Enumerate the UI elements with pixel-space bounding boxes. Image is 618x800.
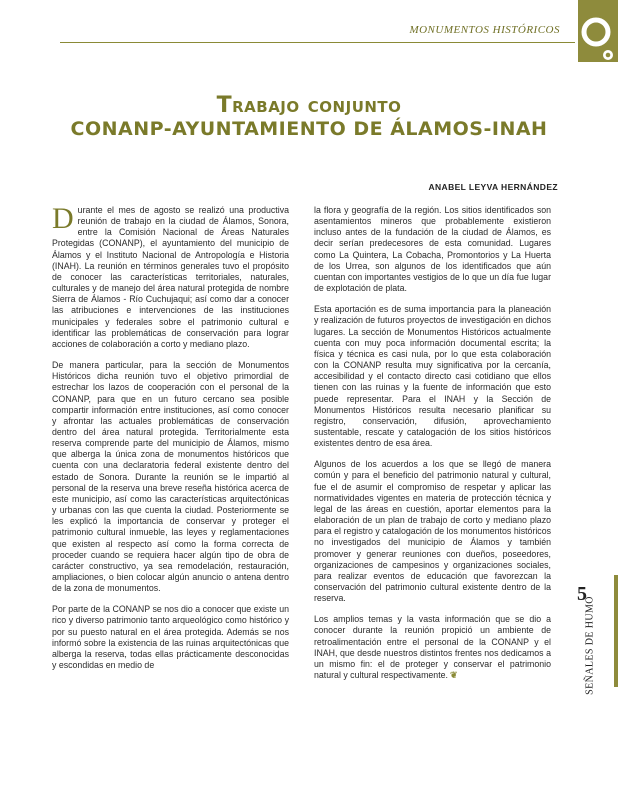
right-column [314, 205, 551, 691]
paragraph-text: Los amplios temas y la vasta información que se dio a conocer durante la reunión propició un ambiente de retroalimentación entre el personal de la CONANP y el INAH, que desde nuestros distintos frentes nos dedicamos a un mismo fin: el de proteger y conservar el patrimonio natural y cultural respectivamente. [314, 614, 551, 681]
running-title: SEÑALES DE HUMO [584, 596, 596, 695]
circle-dot-logo-icon [570, 0, 618, 70]
leaf-end-icon: ❦ [449, 670, 458, 681]
paragraph: De manera particular, para la sección de Monumentos Históricos dicha reunión tuvo el objetivo primordial de estrechar los lazos de cooperación con el personal de la CONANP, para que en un futuro cercano sea posible compartir información entre instituciones, así como conocer y afrontar las actuales problemáticas de conservación dentro del área natural protegida. Territorialmente esta reserva comprende parte del municipio de Álamos, mismo que alberga la única zona de monumentos históricos que cuenta con una declaratoria federal existente dentro del estado de Sonora. Durante la reunión se le impartió al personal de la reserva una breve reseña histórica acerca de este municipio, así como las características arquitectónicas y urbanas con las que cuenta la ciudad. Posteriormente se les explicó la importancia de conservar y proteger el patrimonio cultural inmueble, las leyes y reglamentaciones que existen al respecto así como la forma correcta de proceder cuando se requiera hacer algún tipo de obra de carácter constructivo, ya sea remodelación, restauración, ampliaciones, o bien colocar algún anuncio o antena dentro de la zona de monumentos. [52, 360, 289, 594]
title-line-1: Trabajo conjunto [216, 93, 402, 118]
paragraph: Esta aportación es de suma importancia para la planeación y realización de futuros proyectos de investigación en dichos lugares. La sección de Monumentos Históricos actualmente cuenta con muy poca información documental escrita; la física y técnica es casi nula, por lo que esta colaboración con la CONANP resulta muy significativa por la cercanía, accesibilidad y el contacto directo casi cotidiano que ellos tienen con las ruinas y la fuente de información que esto puede representar. Para el INAH y la Sección de Monumentos Históricos resulta necesario planificar su registro, conservación, difusión, aprovechamiento sustentable, rescate y catalogación de los sitios históricos existentes dentro de esa área. [314, 304, 551, 449]
title-line-2: CONANP-AYUNTAMIENTO DE ÁLAMOS-INAH [70, 118, 548, 140]
author-byline: ANABEL LEYVA HERNÁNDEZ [428, 182, 558, 192]
side-accent-bar [614, 575, 618, 687]
paragraph-text: urante el mes de agosto se realizó una productiva reunión de trabajo en la ciudad de Álamos, Sonora, entre la Comisión Nacional de Áreas Naturales Protegidas (CONANP), el ayuntamiento del municipio de Álamos y el Instituto Nacional de Antropología e Historia (INAH). La reunión en términos generales tuvo el propósito de conocer las características territoriales, naturales, culturales y de manejo del área natural protegida de nombre Sierra de Álamos - Río Cuchujaqui; así como dar a conocer las atribuciones e intervenciones de las instituciones municipales y federales sobre el patrimonio cultural e identificar las problemáticas de conservación para lograr acciones de colaboración a corto y mediano plazo. [52, 205, 289, 349]
paragraph: Algunos de los acuerdos a los que se llegó de manera común y para el beneficio del patrimonio natural y cultural, fue el de asumir el compromiso de respetar y aplicar las normatividades vigentes en materia de protección técnica y legal de las áreas en cuestión, aportar elementos para la elaboración de un plan de trabajo de corto y mediano plazo para el registro y catalogación de los monumentos históricos no investigados del municipio de Álamos y también promover y generar reuniones con dueños, poseedores, organizaciones de campesinos y organizaciones sociales, para realizar eventos de educación que favorezcan la conservación del patrimonio cultural existente dentro de la reserva. [314, 459, 551, 604]
paragraph [52, 202, 289, 350]
article-title [0, 93, 618, 140]
drop-cap: D [52, 202, 74, 235]
left-column [52, 202, 289, 681]
paragraph [314, 614, 551, 681]
header-rule [60, 42, 575, 43]
paragraph: la flora y geografía de la región. Los sitios identificados son asentamientos mineros que probablemente existieron incluso antes de la fundación de la ciudad de Álamos, es decir serían predecesores de esta comunidad. Lugares como La Quintera, La Cobacha, Promontorios y La Huerta de los Urrea, son algunos de los identificados que aún cuentan con importantes vestigios de lo que un día fue lugar de explotación de plata. [314, 205, 551, 294]
paragraph: Por parte de la CONANP se nos dio a conocer que existe un rico y diverso patrimonio tanto arqueológico como histórico y por su puesto natural en el área protegida. Además se nos informó sobre la existencia de las ruinas arquitectónicas que alberga la reserva, todas ellas prácticamente desconocidas y escondidas en medio de [52, 604, 289, 671]
page-number: 5 [577, 583, 587, 605]
section-label: MONUMENTOS HISTÓRICOS [409, 24, 560, 36]
